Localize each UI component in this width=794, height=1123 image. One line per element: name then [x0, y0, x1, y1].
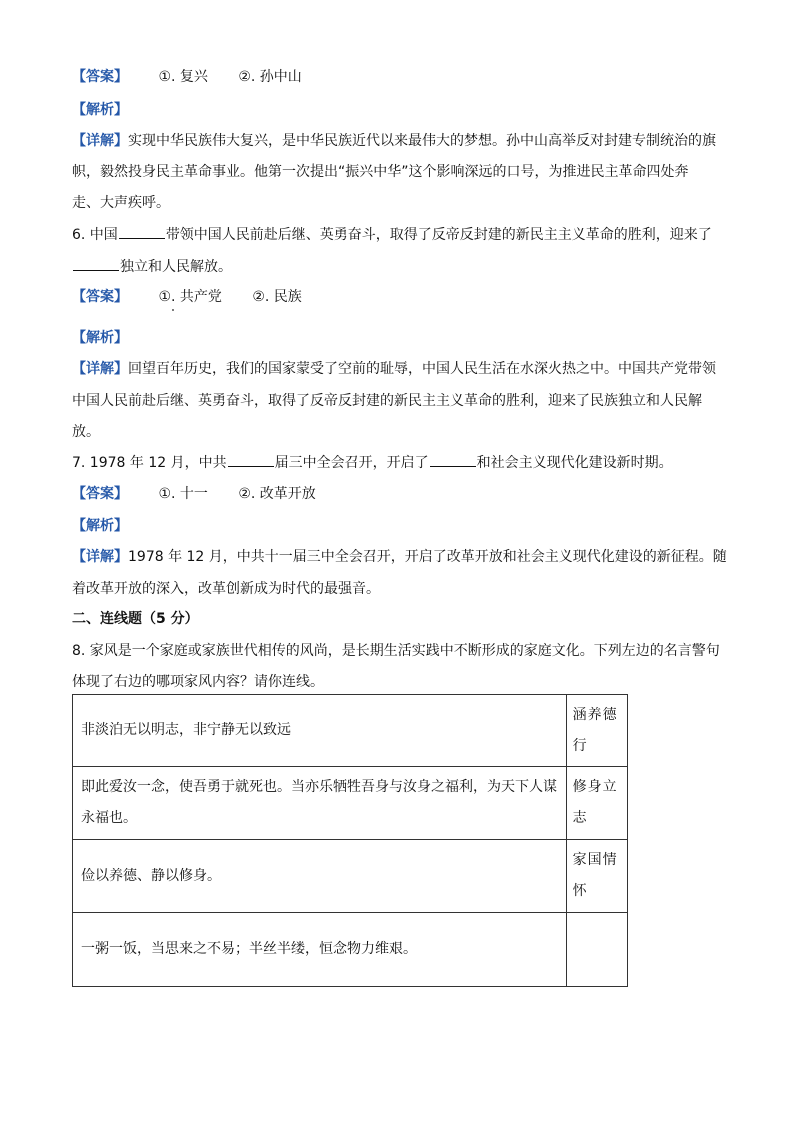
- detail-label: 【详解】: [72, 549, 128, 565]
- quote-cell: 一粥一饭，当思来之不易；半丝半缕，恒念物力维艰。: [73, 913, 567, 987]
- q6-stem-b: 带领中国人民前赴后继、英勇奋斗，取得了反帝反封建的新民主主义革命的胜利，迎来了: [165, 227, 712, 243]
- quote-cell: 俭以养德、静以修身。: [73, 840, 567, 913]
- detail-label: 【详解】: [72, 133, 128, 149]
- q7-detail-text-1: 1978 年 12 月，中共十一届三中全会召开，开启了改革开放和社会主义现代化建设的新征程。随: [128, 549, 727, 565]
- q7-answer-1: ①. 十一: [158, 486, 208, 502]
- q5-answer-line: [72, 66, 302, 86]
- q6-detail-line-1: [72, 358, 716, 378]
- q7-stem-a: 7. 1978 年 12 月，中共: [72, 455, 227, 471]
- q6-answer-line: [72, 286, 302, 306]
- q5-analysis-label: [72, 99, 128, 119]
- q6-analysis-label: [72, 327, 128, 347]
- q5-detail-line-3: 走、大声疾呼。: [72, 195, 170, 211]
- q5-answer-2: ②. 孙中山: [238, 69, 302, 85]
- q5-detail-line-2: 帜，毅然投身民主革命事业。他第一次提出“振兴中华”这个影响深远的口号，为推进民主革命四处奔: [72, 164, 689, 180]
- q6-stem-line-1: [72, 224, 712, 244]
- q6-detail-line-3: 放。: [72, 424, 100, 440]
- q6-stem-line-2: [72, 256, 232, 276]
- table-row: [73, 695, 628, 767]
- q7-detail-line-1: [72, 546, 727, 566]
- answer-label: 【答案】: [72, 289, 128, 305]
- q6-blank-1: [119, 237, 165, 239]
- analysis-label: 【解析】: [72, 102, 128, 118]
- q7-blank-2: [430, 465, 476, 467]
- table-row: [73, 767, 628, 840]
- detail-label: 【详解】: [72, 361, 128, 377]
- value-cell: 涵养德行: [566, 695, 627, 767]
- q7-answer-line: [72, 483, 316, 503]
- q6-stem-a: 6. 中国: [72, 227, 118, 243]
- q5-detail-line-1: [72, 130, 716, 150]
- q5-answer-1: ①. 复兴: [158, 69, 208, 85]
- table-row: [73, 840, 628, 913]
- q6-answer-2: ②. 民族: [252, 289, 302, 305]
- q7-analysis-label: [72, 515, 128, 535]
- q7-answer-2: ②. 改革开放: [238, 486, 316, 502]
- section-title: 二、连线题（5 分）: [72, 611, 199, 627]
- q6-detail-line-2: 中国人民前赴后继、英勇奋斗，取得了反帝反封建的新民主主义革命的胜利，迎来了民族独立和人民解: [72, 393, 702, 409]
- q6-stem-c: 独立和人民解放。: [120, 259, 232, 275]
- value-cell: 修身立志: [566, 767, 627, 840]
- analysis-label: 【解析】: [72, 330, 128, 346]
- q5-detail-text-1: 实现中华民族伟大复兴，是中华民族近代以来最伟大的梦想。孙中山高举反对封建专制统治的旗: [128, 133, 716, 149]
- q7-stem-c: 和社会主义现代化建设新时期。: [476, 455, 673, 471]
- q7-blank-1: [228, 465, 274, 467]
- table-row: [73, 913, 628, 987]
- q8-stem-line-2: 体现了右边的哪项家风内容？请你连线。: [72, 674, 324, 690]
- answer-label: 【答案】: [72, 69, 128, 85]
- matching-table: [72, 694, 628, 987]
- value-cell: [566, 913, 627, 987]
- quote-cell: 非淡泊无以明志，非宁静无以致远: [73, 695, 567, 767]
- q6-detail-text-1: 回望百年历史，我们的国家蒙受了空前的耻辱，中国人民生活在水深火热之中。中国共产党带领: [128, 361, 716, 377]
- stray-dot: [172, 309, 174, 311]
- q6-blank-2: [73, 269, 119, 271]
- q8-stem-line-1: 8. 家风是一个家庭或家族世代相传的风尚，是长期生活实践中不断形成的家庭文化。下列左边的名言警句: [72, 643, 720, 659]
- q7-stem-b: 届三中全会召开，开启了: [274, 455, 429, 471]
- q7-detail-line-2: 着改革开放的深入，改革创新成为时代的最强音。: [72, 581, 380, 597]
- q6-answer-1: ①. 共产党: [158, 289, 222, 305]
- value-cell: 家国情怀: [566, 840, 627, 913]
- answer-label: 【答案】: [72, 486, 128, 502]
- quote-cell: 即此爱汝一念，使吾勇于就死也。当亦乐牺牲吾身与汝身之福利，为天下人谋永福也。: [73, 767, 567, 840]
- analysis-label: 【解析】: [72, 518, 128, 534]
- q7-stem-line: [72, 452, 673, 472]
